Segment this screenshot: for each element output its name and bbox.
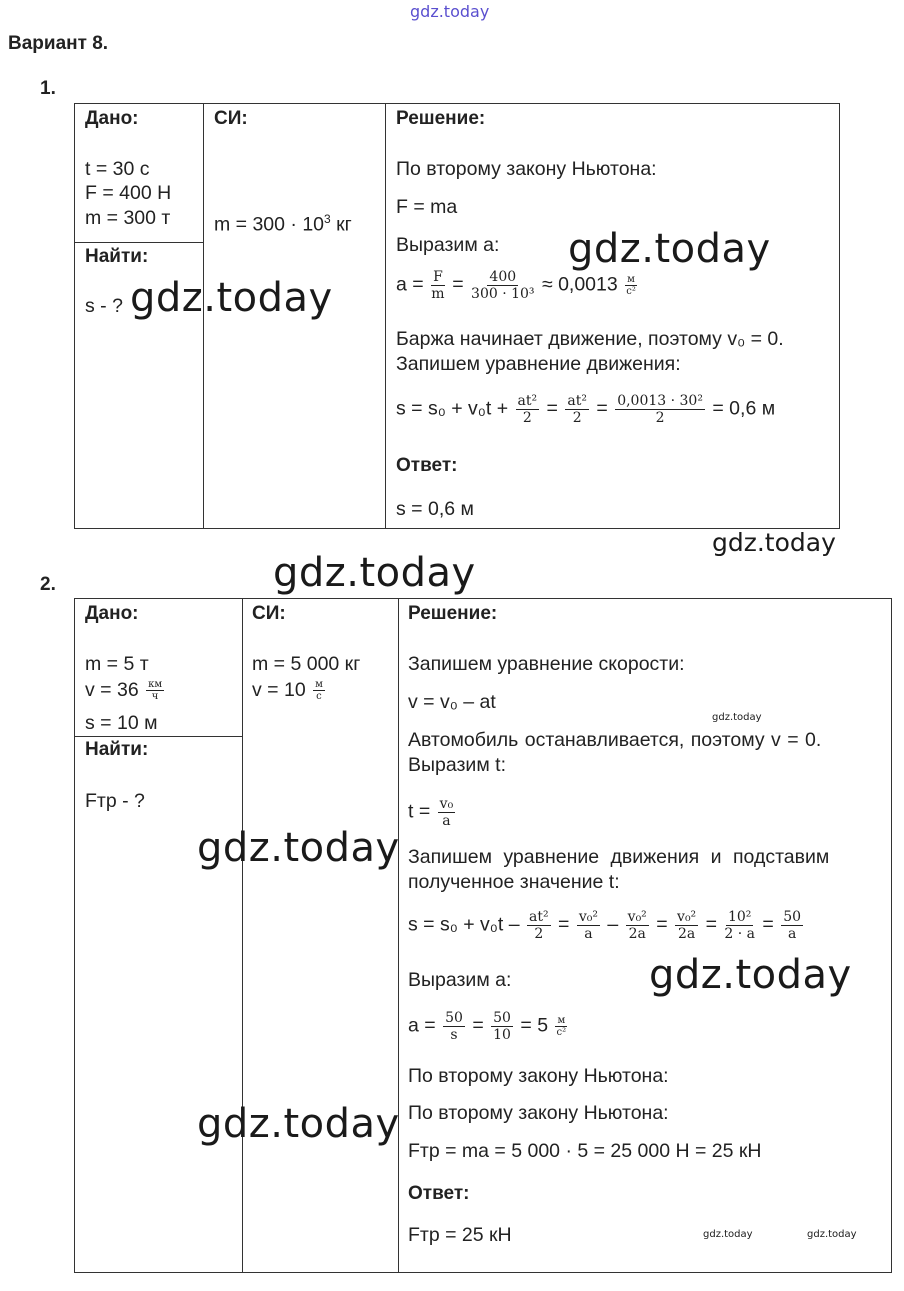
denominator: 300 · 10³ bbox=[471, 286, 535, 302]
solution-line: Автомобиль останавливается, поэтому v = 0. bbox=[408, 729, 822, 751]
formula-motion: s = s₀ + v₀t + $\frac{\text{at²}}{2}$ = $\frac{\text{at²}}{2}$ = $\frac{\text{0,0013 · 30²}}{2}$ = 0,6 м bbox=[396, 393, 776, 426]
problem-1-number: 1. bbox=[40, 78, 56, 99]
solution-line: Баржа начинает движение, поэтому v₀ = 0. bbox=[396, 328, 784, 350]
formula-text: = 5 bbox=[520, 1014, 549, 1037]
solution-line: Выразим t: bbox=[408, 754, 506, 776]
watermark: gdz.today bbox=[703, 1229, 753, 1240]
watermark: gdz.today bbox=[197, 825, 400, 871]
formula-text: a = bbox=[408, 1014, 436, 1037]
divider bbox=[242, 599, 243, 1272]
si-value: m = 300 · 10 bbox=[214, 213, 325, 236]
given-item: m = 300 т bbox=[85, 207, 171, 229]
si-value: v = 10 bbox=[252, 679, 306, 701]
fraction bbox=[491, 1010, 513, 1043]
numerator: 50 bbox=[493, 1010, 511, 1026]
given-item bbox=[85, 678, 166, 702]
numerator: v₀² bbox=[578, 909, 598, 925]
fraction bbox=[146, 679, 164, 702]
watermark: gdz.today bbox=[712, 712, 762, 723]
formula-text: s = s₀ + v₀t – bbox=[408, 913, 520, 936]
solution-header: Решение: bbox=[408, 603, 498, 624]
denominator: 2 bbox=[572, 410, 582, 426]
watermark: gdz.today bbox=[807, 1229, 857, 1240]
numerator: 400 bbox=[489, 269, 517, 285]
numerator: at² bbox=[529, 909, 549, 925]
solution-line: По второму закону Ньютона: bbox=[408, 1102, 669, 1124]
si-unit: кг bbox=[330, 213, 352, 236]
watermark: gdz.today bbox=[130, 275, 333, 321]
si-exponent: 3 bbox=[324, 212, 331, 226]
numerator: 0,0013 · 30² bbox=[617, 393, 703, 409]
problem-2-number: 2. bbox=[40, 574, 56, 595]
watermark: gdz.today bbox=[649, 952, 852, 998]
find-item: s - ? bbox=[85, 295, 123, 317]
si-header: СИ: bbox=[214, 108, 248, 129]
divider bbox=[75, 242, 203, 243]
solution-line: F = ma bbox=[396, 196, 458, 218]
formula-text: ≈ 0,0013 bbox=[541, 273, 618, 296]
denominator: 2 bbox=[522, 410, 532, 426]
variant-title: Вариант 8. bbox=[8, 33, 109, 54]
numerator: at² bbox=[517, 393, 538, 409]
numerator: v₀² bbox=[677, 909, 697, 925]
watermark: gdz.today bbox=[273, 550, 476, 596]
denominator: ч bbox=[151, 691, 159, 703]
formula-time bbox=[408, 796, 457, 829]
denominator: с bbox=[316, 691, 322, 703]
divider bbox=[385, 104, 386, 528]
denominator: a bbox=[584, 926, 593, 942]
denominator: s bbox=[450, 1027, 458, 1043]
answer-text: s = 0,6 м bbox=[396, 498, 474, 520]
fraction bbox=[313, 679, 325, 702]
watermark: gdz.today bbox=[568, 226, 771, 272]
find-item: Fтр - ? bbox=[85, 790, 145, 812]
si-header: СИ: bbox=[252, 603, 286, 624]
given-item: F = 400 Н bbox=[85, 182, 172, 204]
denominator: 2 · a bbox=[724, 926, 756, 942]
formula-acceleration: a = $\frac{F}{m}$ = $\frac{400}{\text{300 · 10³}}$ ≈ 0,0013 $\frac{м}{\text{с²}}$ bbox=[396, 269, 636, 302]
solution-line: v = v₀ – at bbox=[408, 691, 496, 713]
numerator: 10² bbox=[727, 909, 752, 925]
denominator: 2 bbox=[655, 410, 665, 426]
numerator: 50 bbox=[445, 1010, 463, 1026]
denominator: a bbox=[442, 813, 451, 829]
si-item bbox=[214, 207, 352, 237]
denominator: a bbox=[787, 926, 797, 942]
formula-text: = 0,6 м bbox=[712, 397, 776, 420]
fraction bbox=[626, 909, 649, 942]
given-value: v = 36 bbox=[85, 679, 139, 701]
numerator: м bbox=[557, 1015, 566, 1026]
fraction bbox=[675, 909, 698, 942]
fraction bbox=[781, 909, 803, 942]
denominator: с² bbox=[556, 1027, 567, 1038]
denominator: с² bbox=[626, 286, 636, 297]
solution-line: Выразим a: bbox=[408, 969, 512, 991]
solution-line: Запишем уравнение движения: bbox=[396, 353, 681, 375]
solution-line: По второму закону Ньютона: bbox=[396, 158, 657, 180]
answer-header: Ответ: bbox=[396, 455, 458, 476]
numerator: v₀ bbox=[439, 796, 454, 812]
find-header: Найти: bbox=[85, 739, 149, 760]
fraction bbox=[565, 393, 589, 426]
denominator: m bbox=[431, 286, 445, 302]
solution-line: Запишем уравнение движения и подставим bbox=[408, 846, 830, 868]
divider bbox=[75, 736, 242, 737]
denominator: 2a bbox=[628, 926, 646, 942]
answer-text: Fтр = 25 кН bbox=[408, 1224, 512, 1246]
fraction bbox=[555, 1015, 567, 1038]
denominator: 2 bbox=[534, 926, 544, 942]
solution-header: Решение: bbox=[396, 108, 486, 129]
formula-acceleration: a = $\frac{50}{s}$ = $\frac{50}{10}$ = 5 $\frac{м}{\text{с²}}$ bbox=[408, 1010, 567, 1043]
dano-header: Дано: bbox=[85, 108, 139, 129]
fraction bbox=[724, 909, 755, 942]
formula-motion: s = s₀ + v₀t – $\frac{\text{at²}}{2}$ = $\frac{\text{v₀²}}{a}$ – $\frac{\text{v₀²}}{2a}$ = $\frac{\text{v₀²}}{2a}$ = $\frac{\text{10²}}{2 \cdot a}$ = $\frac{50}{a}$ bbox=[408, 909, 802, 942]
watermark-top: gdz.today bbox=[410, 2, 490, 21]
fraction bbox=[443, 1010, 465, 1043]
fraction bbox=[431, 269, 445, 302]
solution-line: Fтр = ma = 5 000 · 5 = 25 000 Н = 25 кН bbox=[408, 1140, 762, 1162]
watermark: gdz.today bbox=[197, 1101, 400, 1147]
solution-line: Запишем уравнение скорости: bbox=[408, 653, 685, 675]
si-item bbox=[252, 678, 327, 702]
solution-line: полученное значение t: bbox=[408, 871, 620, 893]
find-header: Найти: bbox=[85, 246, 149, 267]
watermark: gdz.today bbox=[712, 528, 836, 557]
divider bbox=[398, 599, 399, 1272]
given-item: m = 5 т bbox=[85, 653, 149, 675]
numerator: v₀² bbox=[627, 909, 647, 925]
fraction bbox=[625, 274, 637, 297]
solution-line: Выразим a: bbox=[396, 234, 500, 256]
given-item: s = 10 м bbox=[85, 712, 158, 734]
formula-text: a = bbox=[396, 273, 424, 296]
fraction bbox=[438, 796, 456, 829]
si-item: m = 5 000 кг bbox=[252, 653, 361, 675]
problem-2-table bbox=[74, 598, 892, 1273]
fraction bbox=[577, 909, 600, 942]
denominator: 10 bbox=[493, 1027, 511, 1043]
given-item: t = 30 с bbox=[85, 158, 150, 180]
fraction bbox=[471, 269, 535, 302]
dano-header: Дано: bbox=[85, 603, 139, 624]
numerator: м bbox=[315, 679, 323, 691]
formula-text: s = s₀ + v₀t + bbox=[396, 397, 509, 420]
fraction bbox=[615, 393, 705, 426]
numerator: 50 bbox=[783, 909, 802, 925]
denominator: 2a bbox=[677, 926, 696, 942]
numerator: м bbox=[627, 274, 635, 285]
fraction bbox=[527, 909, 551, 942]
formula-text: t = bbox=[408, 800, 431, 823]
fraction bbox=[516, 393, 540, 426]
numerator: км bbox=[148, 679, 163, 691]
numerator: at² bbox=[567, 393, 587, 409]
answer-header: Ответ: bbox=[408, 1183, 470, 1204]
solution-line: По второму закону Ньютона: bbox=[408, 1065, 669, 1087]
numerator: F bbox=[433, 269, 443, 285]
